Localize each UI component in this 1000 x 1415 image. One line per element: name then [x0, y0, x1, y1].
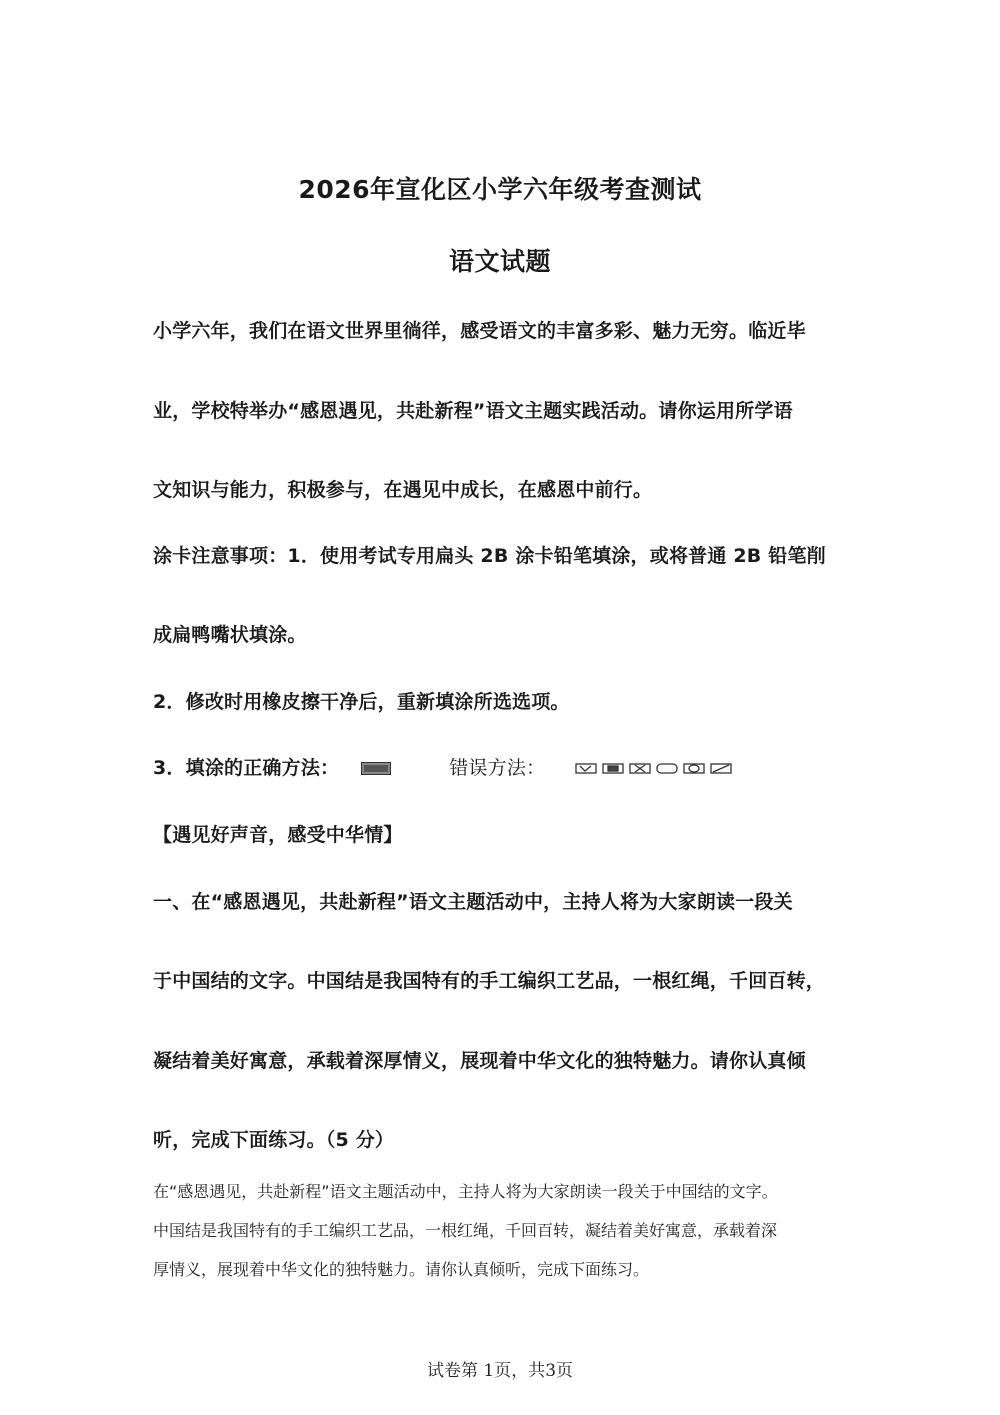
correct-fill-mark-icon — [361, 762, 391, 775]
section-heading: 【遇见好声音，感受中华情】 — [153, 824, 403, 846]
intro-line-1: 小学六年，我们在语文世界里徜徉，感受语文的丰富多彩、魅力无穷。临近毕 — [153, 320, 806, 342]
passage-line-2: 中国结是我国特有的手工编织工艺品，一根红绳，千回百转，凝结着美好寓意，承载着深 — [153, 1221, 778, 1240]
notes-line-3: 2．修改时用橡皮擦干净后，重新填涂所选选项。 — [153, 691, 570, 713]
correct-method-label: 3．填涂的正确方法： — [153, 757, 340, 779]
question-line-3: 凝结着美好寓意，承载着深厚情义，展现着中华文化的独特魅力。请你认真倾 — [153, 1050, 806, 1072]
notes-line-2: 成扁鸭嘴状填涂。 — [153, 624, 307, 646]
notes-line-4 — [153, 753, 745, 780]
intro-line-3: 文知识与能力，积极参与，在遇见中成长，在感恩中前行。 — [153, 479, 653, 501]
question-line-4: 听，完成下面练习。（5 分） — [153, 1129, 395, 1151]
exam-title: 2026年宣化区小学六年级考查测试 — [298, 175, 702, 204]
page-footer: 试卷第 1页，共3页 — [426, 1361, 574, 1381]
intro-line-2: 业，学校特举办“感恩遇见，共赴新程”语文主题实践活动。请你运用所学语 — [153, 400, 793, 422]
subject-title: 语文试题 — [448, 247, 551, 276]
notes-line-1: 涂卡注意事项：1．使用考试专用扁头 2B 涂卡铅笔填涂，或将普通 2B 铅笔削 — [153, 545, 826, 567]
question-line-1: 一、在“感恩遇见，共赴新程”语文主题活动中，主持人将为大家朗读一段关 — [153, 891, 793, 913]
passage-line-3: 厚情义，展现着中华文化的独特魅力。请你认真倾听，完成下面练习。 — [153, 1260, 650, 1279]
wrong-method-label: 错误方法： — [449, 757, 546, 779]
passage-line-1: 在“感恩遇见，共赴新程”语文主题活动中，主持人将为大家朗读一段关于中国结的文字。 — [153, 1182, 778, 1201]
question-line-2: 于中国结的文字。中国结是我国特有的手工编织工艺品，一根红绳，千回百转， — [153, 970, 826, 992]
wrong-fill-marks-icon — [575, 762, 745, 776]
